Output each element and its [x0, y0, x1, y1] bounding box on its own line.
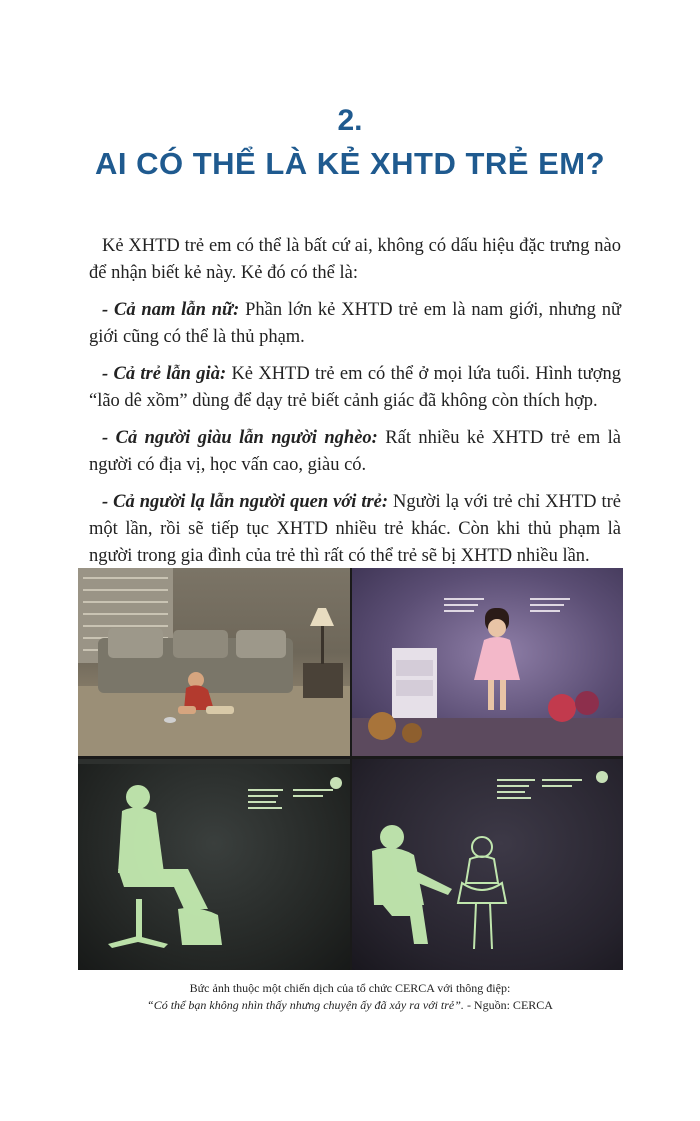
item-lead: - Cả nam lẫn nữ: — [102, 300, 240, 320]
photo-bedroom — [352, 568, 623, 756]
photo-glow-man-girl — [352, 759, 623, 970]
photo-living-room — [78, 568, 350, 756]
item-lead: - Cả người lạ lẫn người quen với trẻ: — [102, 492, 389, 512]
item-text: Rất nhiều kẻ XHTD trẻ em là người có địa vị, học vấn cao, giàu có. — [89, 428, 621, 475]
section-title: AI CÓ THỂ LÀ KẺ XHTD TRẺ EM? — [95, 146, 605, 181]
item-text: Kẻ XHTD trẻ em có thể ở mọi lứa tuổi. Hình tượng “lão dê xồm” dùng để dạy trẻ biết cảnh giác đã không còn thích hợp. — [89, 364, 621, 411]
caption-quote: “Có thể bạn không nhìn thấy nhưng chuyện ấy đã xảy ra với trẻ”. — [147, 998, 464, 1012]
caption-line-1: Bức ảnh thuộc một chiến dịch của tổ chức CERCA với thông điệp: — [189, 981, 511, 995]
campaign-photo — [78, 568, 623, 970]
photo-glow-man-chair — [78, 759, 350, 970]
intro-paragraph: Kẻ XHTD trẻ em có thể là bất cứ ai, không có dấu hiệu đặc trưng nào để nhận biết kẻ này. Kẻ đó có thể là: — [89, 236, 621, 283]
caption-line-2 — [0, 997, 700, 1014]
item-lead: - Cả người giàu lẫn người nghèo: — [102, 428, 378, 448]
section-number: 2. — [337, 104, 363, 137]
item-text: Người lạ với trẻ chỉ XHTD trẻ một lần, rồi sẽ tiếp tục XHTD nhiều trẻ khác. Còn khi thủ phạm là người trong gia đình của trẻ thì rất có thể trẻ sẽ bị XHTD nhiều lần. — [89, 492, 621, 566]
girl-figure — [474, 608, 520, 710]
caption-source: - Nguồn: CERCA — [463, 998, 553, 1012]
body-text — [89, 233, 621, 580]
list-item — [89, 425, 621, 479]
list-item — [89, 361, 621, 415]
list-item — [89, 297, 621, 351]
item-text: Phần lớn kẻ XHTD trẻ em là nam giới, nhưng nữ giới cũng có thể là thủ phạm. — [89, 300, 621, 347]
list-item — [89, 489, 621, 570]
item-lead: - Cả trẻ lẫn già: — [102, 364, 227, 384]
photo-caption — [0, 980, 700, 1014]
